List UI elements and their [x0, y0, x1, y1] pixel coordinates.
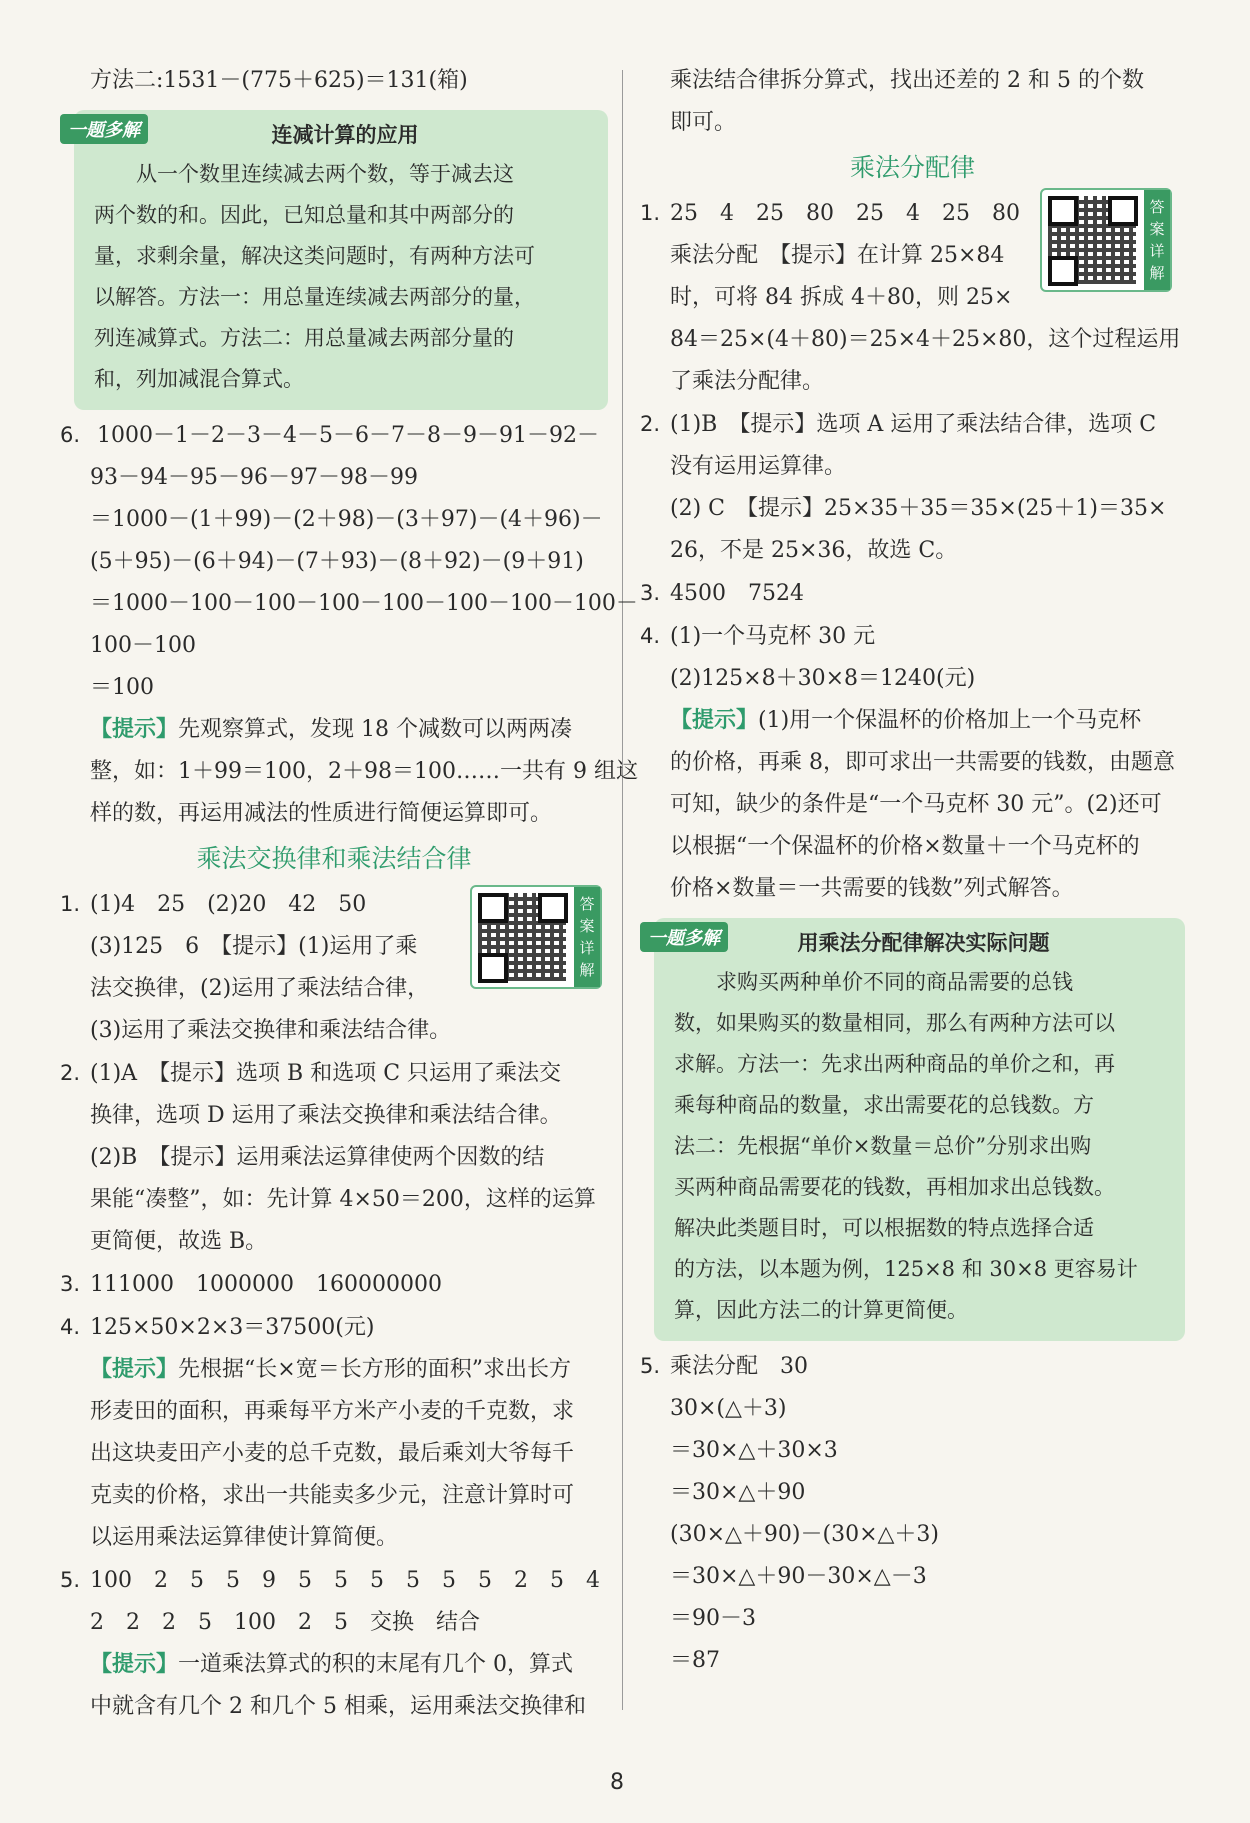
answer-line: 93－94－95－96－97－98－99	[90, 465, 418, 490]
question-number: 5.	[60, 1568, 81, 1592]
section-title-distributive: 乘法分配律	[849, 153, 975, 182]
tip-line: 量，求剩余量，解决这类问题时，有两种方法可	[94, 244, 535, 268]
answer-line: (1)A 【提示】选项 B 和选项 C 只运用了乘法交	[90, 1061, 562, 1086]
hint-line: 以根据“一个保温杯的价格×数量＋一个马克杯的	[670, 834, 1140, 859]
answer-line: ＝30×△＋90	[670, 1480, 806, 1505]
answer-line: 111000 1000000 160000000	[90, 1272, 442, 1297]
qr-finder	[478, 893, 508, 923]
tip-line: 求解。方法一：先求出两种商品的单价之和，再	[674, 1052, 1115, 1076]
answer-line: (2)B 【提示】运用乘法运算律使两个因数的结	[90, 1145, 545, 1170]
qr-label: 答案详解	[574, 887, 600, 987]
tip-line: 法二：先根据“单价×数量＝总价”分别求出购	[674, 1134, 1092, 1158]
answer-line: 84＝25×(4＋80)＝25×4＋25×80，这个过程运用	[670, 327, 1181, 352]
answer-line: 4500 7524	[670, 581, 804, 606]
hint-line: (1)用一个保温杯的价格加上一个马克杯	[758, 708, 1142, 733]
question-2	[60, 1052, 608, 1263]
qr-code-answer[interactable]	[470, 885, 602, 989]
question-number: 4.	[60, 1315, 81, 1339]
question-1	[640, 192, 1185, 403]
tip-line: 从一个数里连续减去两个数，等于减去这	[94, 162, 514, 186]
answer-line: ＝90－3	[670, 1606, 756, 1631]
answer-line: 2 2 2 5 100 2 5 交换 结合	[90, 1610, 480, 1635]
question-number: 2.	[640, 412, 661, 436]
section-title-commutative-associative: 乘法交换律和乘法结合律	[196, 844, 472, 873]
answer-line: ＝100	[90, 675, 154, 700]
intro-line: 方法二:1531－(775＋625)＝131(箱)	[90, 68, 468, 93]
question-5	[60, 1559, 608, 1728]
answer-line: (1)B 【提示】选项 A 运用了乘法结合律，选项 C	[670, 412, 1157, 437]
qr-label: 答案详解	[1144, 190, 1170, 290]
hint-tag: 【提示】	[90, 717, 179, 742]
answer-line: (2)125×8＋30×8＝1240(元)	[670, 666, 976, 691]
tip-box-subtraction	[68, 110, 608, 410]
answer-line: 乘法分配 【提示】在计算 25×84	[670, 243, 1005, 268]
tip-title: 连减计算的应用	[271, 123, 419, 147]
question-5	[640, 1345, 1185, 1682]
tip-badge: 一题多解	[640, 922, 728, 952]
answer-line: 时，可将 84 拆成 4＋80，则 25×	[670, 285, 1013, 310]
answer-line: 换律，选项 D 运用了乘法交换律和乘法结合律。	[90, 1103, 562, 1128]
qr-code-answer[interactable]	[1040, 188, 1172, 292]
hint-tag: 【提示】	[670, 708, 759, 733]
question-number: 1.	[60, 892, 81, 916]
question-number: 4.	[640, 624, 661, 648]
qr-finder	[1048, 196, 1078, 226]
tip-line: 的方法，以本题为例，125×8 和 30×8 更容易计	[674, 1257, 1138, 1281]
tip-line: 和，列加减混合算式。	[94, 367, 304, 391]
continued-line: 乘法结合律拆分算式，找出还差的 2 和 5 的个数	[670, 68, 1144, 93]
tip-line: 解决此类题目时，可以根据数的特点选择合适	[674, 1216, 1094, 1240]
hint-line: 整，如：1＋99＝100，2＋98＝100……一共有 9 组这	[90, 759, 638, 784]
column-divider	[622, 70, 623, 1710]
tip-line: 算，因此方法二的计算更简便。	[674, 1298, 968, 1322]
question-number: 3.	[60, 1272, 81, 1296]
hint-tag: 【提示】	[90, 1652, 179, 1677]
question-number: 5.	[640, 1354, 661, 1378]
page-number: 8	[610, 1770, 624, 1795]
tip-line: 列连减算式。方法二：用总量减去两部分量的	[94, 326, 514, 350]
answer-line: 了乘法分配律。	[670, 369, 825, 394]
question-2	[640, 403, 1185, 572]
answer-line: (1)4 25 (2)20 42 50	[90, 892, 367, 917]
qr-finder	[538, 893, 568, 923]
hint-line: 一道乘法算式的积的末尾有几个 0，算式	[178, 1652, 574, 1677]
answer-line: 更简便，故选 B。	[90, 1229, 268, 1254]
answer-line: 法交换律，(2)运用了乘法结合律，	[90, 976, 430, 1001]
answer-line: (30×△＋90)－(30×△＋3)	[670, 1522, 940, 1547]
answer-line: (3)运用了乘法交换律和乘法结合律。	[90, 1018, 452, 1043]
answer-line: 30×(△＋3)	[670, 1396, 787, 1421]
left-column	[60, 60, 638, 1728]
question-4	[640, 615, 1185, 910]
question-number: 3.	[640, 581, 661, 605]
hint-line: 出这块麦田产小麦的总千克数，最后乘刘大爷每千	[90, 1441, 575, 1466]
tip-badge: 一题多解	[60, 114, 148, 144]
answer-line: (1)一个马克杯 30 元	[670, 624, 876, 649]
answer-line: 果能“凑整”，如：先计算 4×50＝200，这样的运算	[90, 1187, 596, 1212]
question-3	[640, 572, 1185, 615]
question-4	[60, 1306, 608, 1559]
answer-line: (3)125 6 【提示】(1)运用了乘	[90, 934, 418, 959]
answer-line: ＝87	[670, 1648, 720, 1673]
answer-line: 100－100	[90, 633, 196, 658]
answer-line: 乘法分配 30	[670, 1354, 808, 1379]
continued-line: 即可。	[670, 110, 737, 135]
answer-line: (2) C 【提示】25×35＋35＝35×(25＋1)＝35×	[670, 496, 1167, 521]
question-6	[60, 414, 638, 835]
answer-line: 26，不是 25×36，故选 C。	[670, 538, 958, 563]
answer-line: ＝1000－(1＋99)－(2＋98)－(3＋97)－(4＋96)－	[90, 507, 603, 532]
answer-line: 25 4 25 80 25 4 25 80	[670, 201, 1020, 226]
tip-line: 两个数的和。因此，已知总量和其中两部分的	[94, 203, 514, 227]
qr-finder	[478, 953, 508, 983]
answer-line: ＝30×△＋30×3	[670, 1438, 838, 1463]
question-1	[60, 883, 608, 1052]
answer-line: 125×50×2×3＝37500(元)	[90, 1315, 375, 1340]
hint-tag: 【提示】	[90, 1357, 179, 1382]
hint-line: 形麦田的面积，再乘每平方米产小麦的千克数，求	[90, 1399, 575, 1424]
qr-finder	[1108, 196, 1138, 226]
answer-line: ＝30×△＋90－30×△－3	[670, 1564, 927, 1589]
tip-line: 买两种商品需要花的钱数，再相加求出总钱数。	[674, 1175, 1115, 1199]
answer-line: 100 2 5 5 9 5 5 5 5 5 5 2 5 4	[90, 1568, 600, 1593]
hint-line: 中就含有几个 2 和几个 5 相乘，运用乘法交换律和	[90, 1694, 586, 1719]
hint-line: 可知，缺少的条件是“一个马克杯 30 元”。(2)还可	[670, 792, 1162, 817]
answer-line: 没有运用运算律。	[670, 454, 847, 479]
right-column	[640, 60, 1185, 1682]
qr-finder	[1048, 256, 1078, 286]
tip-line: 以解答。方法一：用总量连续减去两部分的量，	[94, 285, 535, 309]
question-number: 2.	[60, 1061, 81, 1085]
hint-line: 价格×数量＝一共需要的钱数”列式解答。	[670, 876, 1074, 901]
tip-line: 乘每种商品的数量，求出需要花的总钱数。方	[674, 1093, 1094, 1117]
hint-line: 先根据“长×宽＝长方形的面积”求出长方	[178, 1357, 571, 1382]
answer-line: (5＋95)－(6＋94)－(7＋93)－(8＋92)－(9＋91)	[90, 549, 584, 574]
hint-line: 的价格，再乘 8，即可求出一共需要的钱数，由题意	[670, 750, 1175, 775]
hint-line: 先观察算式，发现 18 个减数可以两两凑	[178, 717, 572, 742]
question-number: 1.	[640, 201, 661, 225]
tip-box-distributive	[648, 918, 1185, 1341]
tip-line: 求购买两种单价不同的商品需要的总钱	[674, 970, 1073, 994]
hint-line: 克卖的价格，求出一共能卖多少元，注意计算时可	[90, 1483, 575, 1508]
tip-line: 数，如果购买的数量相同，那么有两种方法可以	[674, 1011, 1115, 1035]
hint-line: 样的数，再运用减法的性质进行简便运算即可。	[90, 801, 553, 826]
answer-line: 1000－1－2－3－4－5－6－7－8－9－91－92－	[90, 423, 599, 448]
answer-line: ＝1000－100－100－100－100－100－100－100－	[90, 591, 638, 616]
question-3	[60, 1263, 608, 1306]
hint-line: 以运用乘法运算律使计算简便。	[90, 1525, 399, 1550]
tip-title: 用乘法分配律解决实际问题	[797, 931, 1050, 955]
question-number: 6.	[60, 423, 81, 447]
